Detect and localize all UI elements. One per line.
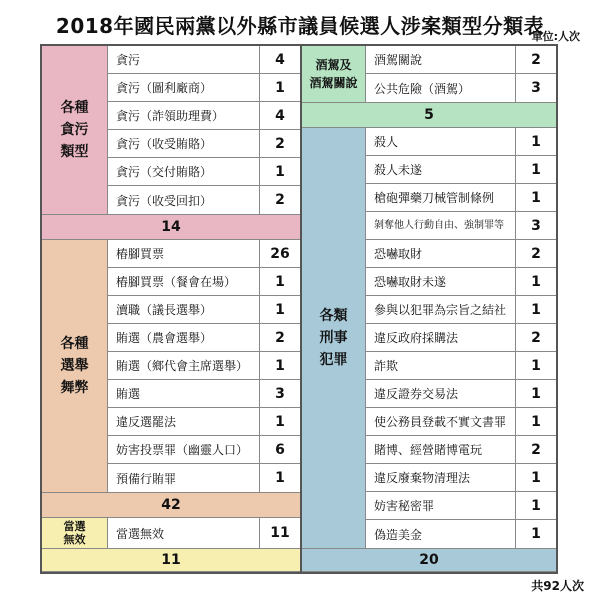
grand-total: 共92人次 xyxy=(531,579,584,593)
table-row xyxy=(108,130,300,158)
row-value: 1 xyxy=(275,273,285,290)
table-row xyxy=(108,324,300,352)
row-value: 1 xyxy=(275,163,285,180)
row-label: 樁腳買票 xyxy=(108,240,260,267)
row-value: 1 xyxy=(531,357,541,374)
table-row xyxy=(366,324,556,352)
row-value: 3 xyxy=(531,217,541,234)
table-row xyxy=(366,352,556,380)
table-row xyxy=(366,520,556,548)
row-value: 1 xyxy=(531,301,541,318)
row-label: 詐欺 xyxy=(366,352,516,379)
table-row xyxy=(108,464,300,492)
category-criminal: 各類 刑事 犯罪 xyxy=(302,128,366,548)
row-label: 違反證券交易法 xyxy=(366,380,516,407)
table-row xyxy=(366,156,556,184)
row-value: 2 xyxy=(275,192,285,208)
table-row xyxy=(108,102,300,130)
row-value: 1 xyxy=(531,189,541,206)
row-label: 恐嚇取財 xyxy=(366,240,516,267)
table-row xyxy=(108,352,300,380)
row-value: 1 xyxy=(275,357,285,374)
category-void: 當選 無效 xyxy=(42,518,108,548)
page-title: 2018年國民兩黨以外縣市議員候選人涉案類型分類表 xyxy=(55,14,545,38)
row-value: 4 xyxy=(275,107,285,124)
row-label: 賄選 xyxy=(108,380,260,407)
row-value: 1 xyxy=(275,79,285,96)
table-row xyxy=(108,518,300,548)
table-row xyxy=(366,212,556,240)
table-row xyxy=(366,296,556,324)
row-value: 1 xyxy=(275,470,285,486)
row-label: 樁腳買票（餐會在場） xyxy=(108,268,260,295)
table-row xyxy=(108,380,300,408)
subtotal-criminal: 20 xyxy=(302,548,556,572)
table-row xyxy=(108,158,300,186)
table-row xyxy=(108,240,300,268)
row-label: 貪污（收受賄賂） xyxy=(108,130,260,157)
table-row xyxy=(366,380,556,408)
subtotal-dui: 5 xyxy=(302,102,556,128)
table-row xyxy=(108,408,300,436)
table-row xyxy=(108,186,300,214)
row-label: 使公務員登載不實文書罪 xyxy=(366,408,516,435)
row-value: 2 xyxy=(275,329,285,346)
row-label: 酒駕關說 xyxy=(366,46,516,73)
row-label: 違反政府採購法 xyxy=(366,324,516,351)
table-row xyxy=(366,74,556,102)
row-label: 槍砲彈藥刀械管制條例 xyxy=(366,184,516,211)
table-row xyxy=(366,128,556,156)
row-label: 貪污（詐領助理費） xyxy=(108,102,260,129)
subtotal-corruption: 14 xyxy=(42,214,300,240)
row-label: 剝奪他人行動自由、強制罪等 xyxy=(366,212,516,239)
row-value: 1 xyxy=(275,301,285,318)
row-label: 貪污（收受回扣） xyxy=(108,186,260,214)
row-value: 2 xyxy=(531,245,541,262)
row-value: 2 xyxy=(531,441,541,458)
row-label: 當選無效 xyxy=(108,518,260,548)
table-row xyxy=(108,46,300,74)
table-frame xyxy=(40,44,558,574)
table-row xyxy=(366,464,556,492)
row-value: 3 xyxy=(531,80,541,96)
row-value: 2 xyxy=(531,51,541,68)
row-value: 1 xyxy=(531,469,541,486)
row-value: 26 xyxy=(270,245,290,262)
category-dui: 酒駕及 酒駕關說 xyxy=(302,46,366,102)
row-value: 11 xyxy=(270,525,290,541)
table-row xyxy=(108,74,300,102)
row-label: 預備行賄罪 xyxy=(108,464,260,492)
election-rows xyxy=(108,240,300,492)
row-label: 偽造美金 xyxy=(366,520,516,548)
row-value: 1 xyxy=(531,497,541,514)
table-row xyxy=(366,492,556,520)
criminal-rows xyxy=(366,128,556,548)
row-value: 1 xyxy=(531,133,541,150)
subtotal-election: 42 xyxy=(42,492,300,518)
row-label: 賄選（鄉代會主席選舉） xyxy=(108,352,260,379)
table-row xyxy=(366,436,556,464)
table-row xyxy=(366,240,556,268)
row-value: 1 xyxy=(531,273,541,290)
row-value: 1 xyxy=(531,385,541,402)
row-label: 賄選（農會選舉） xyxy=(108,324,260,351)
row-value: 1 xyxy=(531,161,541,178)
row-value: 1 xyxy=(531,413,541,430)
row-label: 違反廢棄物清理法 xyxy=(366,464,516,491)
table-row xyxy=(366,46,556,74)
row-value: 3 xyxy=(275,385,285,402)
row-label: 殺人 xyxy=(366,128,516,155)
row-label: 公共危險（酒駕） xyxy=(366,74,516,102)
row-label: 殺人未遂 xyxy=(366,156,516,183)
row-label: 貪污（交付賄賂） xyxy=(108,158,260,185)
table-row xyxy=(366,408,556,436)
row-value: 4 xyxy=(275,51,285,68)
row-value: 6 xyxy=(275,441,285,458)
unit-label: 單位:人次 xyxy=(531,30,580,43)
row-value: 1 xyxy=(275,413,285,430)
void-rows xyxy=(108,518,300,548)
row-value: 2 xyxy=(531,329,541,346)
table-row xyxy=(366,184,556,212)
row-label: 貪污（圖利廠商） xyxy=(108,74,260,101)
row-label: 參與以犯罪為宗旨之結社 xyxy=(366,296,516,323)
table-row xyxy=(108,268,300,296)
table-row xyxy=(108,296,300,324)
row-value: 1 xyxy=(531,526,541,542)
row-label: 違反選罷法 xyxy=(108,408,260,435)
row-label: 妨害秘密罪 xyxy=(366,492,516,519)
row-value: 2 xyxy=(275,135,285,152)
category-corruption: 各種 貪污 類型 xyxy=(42,46,108,214)
table-row xyxy=(108,436,300,464)
subtotal-void: 11 xyxy=(42,548,300,572)
row-label: 恐嚇取財未遂 xyxy=(366,268,516,295)
row-label: 貪污 xyxy=(108,46,260,73)
corruption-rows xyxy=(108,46,300,214)
category-election: 各種 選舉 舞弊 xyxy=(42,240,108,492)
row-label: 妨害投票罪（幽靈人口） xyxy=(108,436,260,463)
row-label: 賭博、經營賭博電玩 xyxy=(366,436,516,463)
dui-rows xyxy=(366,46,556,102)
table-row xyxy=(366,268,556,296)
row-label: 瀆職（議長選舉） xyxy=(108,296,260,323)
